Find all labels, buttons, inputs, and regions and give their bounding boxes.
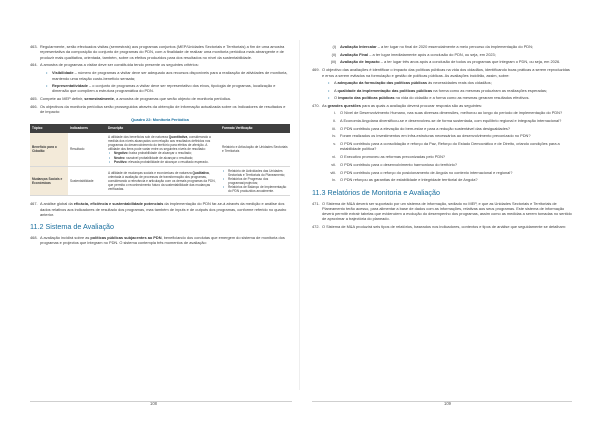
paragraph-number: 465. <box>30 95 38 101</box>
verification-list <box>222 169 288 194</box>
paragraph-464 <box>30 62 290 67</box>
list-item <box>312 110 572 115</box>
table-header: Indicadores <box>68 124 106 133</box>
verification-item: • Relatório de Actividades das Unidades Sectoriais e Territoriais do Planeamento; <box>228 169 288 177</box>
text-run: na forma como as mesmas produziram as realizações esperadas; <box>432 87 547 93</box>
text-run: para as quais a avaliação deverá procurar resposta são as seguintes: <box>360 102 483 108</box>
list-item <box>312 126 572 131</box>
paragraph-text: A amostra de programas a visitar deve ser constituída tendo presente os seguintes critérios: <box>40 62 199 68</box>
text-emphasis: impacto das políticas públicas <box>338 94 395 100</box>
key-questions-list <box>312 110 572 182</box>
criteria-text: – número de programas a visitar deve ser adequado aos recursos disponíveis para a realização de atividades de monitoria, mantendo uma relação custo-benefício sensata; <box>52 70 288 81</box>
list-marker: vii. <box>331 161 336 167</box>
page-number: 108 <box>150 401 157 406</box>
list-marker: (iii) <box>330 59 336 65</box>
list-marker: i. <box>334 110 336 116</box>
table-header: Descrição <box>106 124 220 133</box>
paragraph-number: 467. <box>30 201 38 207</box>
text-emphasis: semestralmente <box>84 95 114 101</box>
list-item <box>334 95 572 100</box>
list-item <box>312 170 572 175</box>
text-emphasis: políticas públicas subjacentes ao PDN <box>90 235 162 241</box>
table-row <box>30 133 290 166</box>
text-run: – a ter lugar três anos após a conclusão de todos os programas que integram o PDN, ou seja, em 2026. <box>379 59 561 65</box>
text-emphasis: Avaliação Intercalar <box>340 44 377 49</box>
list-item <box>334 80 572 85</box>
list-marker: iv. <box>332 133 336 139</box>
paragraph-text <box>40 201 290 217</box>
table-cell-verification <box>220 166 290 196</box>
criteria-item <box>52 70 290 81</box>
table-caption: Quadro 22: Monitoria Periódica <box>131 117 189 123</box>
text-emphasis: Qualitativa <box>192 170 209 175</box>
paragraph-text <box>40 96 290 101</box>
evaluation-moments-list <box>312 44 572 65</box>
table-cell-topic: Benefício para o Cidadão <box>30 133 68 166</box>
paragraph-number: 468. <box>30 235 38 241</box>
list-text: O PDN contribuiu para a elevação do bem-estar e para a redução sustentável das desigualdades? <box>340 125 510 131</box>
table-header: Tópico <box>30 124 68 133</box>
paragraph-471 <box>312 201 572 222</box>
text-run: , beneficiando dos condutas que emergem do sistema de monitoria dos programas e projectos que integram no PDN. O sistema contempla três momentos de avaliação: <box>40 235 285 246</box>
criteria-list <box>30 70 290 93</box>
list-item <box>312 59 572 64</box>
table-cell-topic: Mudanças Sociais e Económicas <box>30 166 68 196</box>
list-item <box>312 162 572 167</box>
list-text: A Economia Angolana diversificou-se e desenvolveu-se de forma sustentada, com equilíbrio regional e integração internacional? <box>340 118 562 124</box>
paragraph-text: O Sistema de M&A produzirá seis tipos de relatórios, baseados nos indicadores, contextos e tipos de análise que seguidamente se detalham: <box>322 224 566 230</box>
text-run: Compete ao MEP definir, <box>40 95 85 101</box>
text-run: – a ter lugar imediatamente após a conclusão do PDN, ou seja, em 2023; <box>368 51 496 57</box>
footer-rule <box>30 401 292 402</box>
list-item <box>312 44 572 49</box>
paragraph-468 <box>30 235 290 246</box>
list-text: O PDN contribuiu para o reforço do posicionamento de Angola no contexto internacional e regional? <box>340 169 513 175</box>
text-run: , a amostra de programas que serão objecto de monitoria periódica. <box>113 95 231 101</box>
level-text: razoável probabilidade de alcançar o resultado; <box>125 155 194 160</box>
footer-rule <box>312 401 572 402</box>
text-emphasis: Avaliação Final <box>340 51 369 57</box>
text-emphasis: Quantitativa <box>168 135 188 140</box>
criteria-text: – o conjunto de programas a visitar deve ser representativo dos eixos, tipologia de programas, localização e dimensão que compõem a estrutura programática do PDN. <box>52 82 276 94</box>
text-emphasis: grandes questões <box>327 102 361 108</box>
levels-list <box>108 151 218 163</box>
criteria-term: Visibilidade <box>52 70 74 76</box>
list-marker: ii. <box>333 118 336 124</box>
paragraph-number: 472. <box>312 224 320 230</box>
text-run: da implementação do PDN far-se-á através da medição e análise dos dados relativos aos indicadores de resultado dos programas, mas também de inputs e de outputs dos programas, conforme referido no quadro anterior. <box>40 201 287 217</box>
level-term: Positivo: <box>114 159 128 164</box>
text-run: A utilidade de mudanças sociais e económicas de natureza <box>108 170 192 175</box>
list-text <box>340 44 572 49</box>
text-run: , orientada à avaliação de processos de transformação dos programas, considerando a relevância e articulação com os demais programas da PDN, que permita o reconhecimento futuro da sustentabilidade das mudanças verificadas. <box>108 170 216 192</box>
verification-item: • Relatórios de Progresso dos programas/projectos; <box>228 177 288 185</box>
list-text <box>340 52 572 57</box>
table-row <box>30 166 290 196</box>
paragraph-text: Os objectivos da monitoria periódica serão prosseguidos através da obtenção de informação actualizada sobre os Indicadores de resultados e de impacto: <box>40 103 286 115</box>
text-emphasis: Avaliação de Impacto <box>340 59 380 65</box>
paragraph-text <box>322 103 572 108</box>
paragraph-text: O objectivo das avaliações é identificar o impacto das políticas públicas na vida dos cidadãos, identificando boas práticas a serem reproduzidas e erros a serem evitados na formulação e gestão de políticas públicas. As avaliações incidirão, assim, sobre: <box>322 67 570 78</box>
list-item <box>312 141 572 152</box>
list-marker: iii. <box>332 125 336 131</box>
level-term: Neutro: <box>114 155 126 160</box>
text-run: A utilidade dos benefícios sob de natureza <box>108 135 168 140</box>
text-run: A avaliação incidirá sobre as <box>40 235 91 241</box>
paragraph-number: 469. <box>312 67 320 73</box>
paragraph-number: 464. <box>30 62 38 68</box>
level-text: elevada probabilidade de alcançar o resultado esperado. <box>127 159 209 164</box>
text-run: A <box>334 80 338 86</box>
text-emphasis: qualidade da implementação das políticas públicas <box>337 87 433 93</box>
level-item <box>114 160 218 164</box>
paragraph-472 <box>312 224 572 229</box>
page-number: 109 <box>444 401 451 406</box>
text-run: A <box>334 87 338 93</box>
paragraph-text: Regularmente, serão efectuados visitas (semestrais) aos programas conjuntos (MEP/Unidades Sectoriais e Territoriais) a fim de uma amostra representativa da composição do conjunto de programas do PDN, com a finalidade de realizar uma monitoria periódica mais abrangente e de produzir mais qualitativa, orientada, também, sobre os efeitos produzidos para dos resultados no nível da sustentabilidade. <box>40 44 285 60</box>
table-header: Formato Verificação <box>220 124 290 133</box>
list-text: O PDN reforçou as garantias de estabilidade e integridade territorial de Angola? <box>340 177 478 183</box>
table-cell-verification: Relatório e Articulação de Unidades Sectoriais e Territoriais <box>220 133 290 166</box>
paragraph-466 <box>30 104 290 115</box>
monitoring-table <box>30 124 290 196</box>
list-item <box>334 88 572 93</box>
text-run: – a ter lugar no final de 2020 essencialmente a meio percurso da implementação do PDN; <box>376 44 533 49</box>
paragraph-467 <box>30 201 290 217</box>
list-item <box>312 177 572 182</box>
text-run: A análise global da <box>40 201 74 207</box>
list-marker: (i) <box>332 44 336 49</box>
evaluation-focus-list <box>312 80 572 99</box>
level-term: Negativo: <box>114 151 129 156</box>
verification-item: • Relatórios de Balanço de Implementação do PDN produzidos anualmente. <box>228 185 288 193</box>
list-item <box>312 154 572 159</box>
paragraph-465 <box>30 96 290 101</box>
right-page <box>300 0 600 424</box>
paragraph-text <box>40 235 290 246</box>
list-text: O Nível de Desenvolvimento Humano, nas suas diversas dimensões, melhorou ao longo do período de implementação do PDN? <box>340 110 563 116</box>
paragraph-number: 466. <box>30 103 38 109</box>
paragraph-text: O Sistema de M&A deverá ser suportado por um sistema de informação, sediado no MEP, e que as Unidades Sectoriais e Territoriais de Planeamento terão acesso, para alimentar a base de dados com as informações, relativas aos seus programas. Este sistema de informação deverá permitir extrair tabelas que evidenciem a evolução do desempenho dos programas, assim como as medidas a serem tomadas no sentido de aproximar a trajectória do planeado. <box>322 200 572 222</box>
list-marker: vi. <box>332 154 336 160</box>
table-cell-indicator: Resultado <box>68 133 106 166</box>
criteria-term: Representatividade <box>52 82 88 88</box>
text-run: O <box>334 94 339 100</box>
list-text: O PDN contribuiu para o desenvolvimento harmonioso do território? <box>340 161 457 167</box>
paragraph-number: 471. <box>312 200 320 206</box>
section-heading: 11.3 Relatórios de Monitoria e Avaliação <box>312 187 440 197</box>
list-marker: viii. <box>330 169 336 175</box>
table-cell-description <box>106 166 220 196</box>
text-run: na vida do cidadão e a forma como as mesmas geraram resultados efectivos. <box>394 94 530 100</box>
paragraph-number: 463. <box>30 44 38 49</box>
list-item <box>312 52 572 57</box>
list-text: O PDN contribuiu para a consolidação e reforço da Paz, Reforço do Estado Democrático e de Direito, criando condições para a estabilidade política? <box>340 141 560 152</box>
text-run: às necessidades reais dos cidadãos; <box>426 80 492 86</box>
paragraph-number: 470. <box>312 102 320 108</box>
list-item <box>312 133 572 138</box>
list-text <box>340 59 572 64</box>
paragraph-463 <box>30 44 290 60</box>
list-marker: v. <box>333 141 336 147</box>
text-run: , considerando a medida dos níveis alcançados com relação aos resultados definidos nos programas do desenvolvimento do território para efeitos de aferição. A utilidade dos itens pode variar entre os seguintes níveis de resultado: <box>108 135 211 152</box>
paragraph-470 <box>312 103 572 108</box>
text-emphasis: adequação da formulação das políticas públicas <box>337 80 427 86</box>
list-text: O Executivo promoveu as reformas preconizadas pelo PDN? <box>340 154 446 160</box>
level-text: baixa probabilidade de alcançar o resultado; <box>128 151 192 156</box>
list-marker: ix. <box>332 177 336 183</box>
list-text: Foram realizados os investimentos em infra-estruturas necessários ao desenvolvimento preconizado no PDN? <box>340 133 531 139</box>
table-cell-indicator: Sustentabilidade <box>68 166 106 196</box>
list-marker: (ii) <box>331 51 336 57</box>
table-header-row <box>30 124 290 133</box>
criteria-item <box>52 83 290 94</box>
list-item <box>312 118 572 123</box>
section-heading: 11.2 Sistema de Avaliação <box>30 222 115 232</box>
table-cell-description <box>106 133 220 166</box>
paragraph-469 <box>312 67 572 78</box>
text-run: As <box>322 102 328 108</box>
text-emphasis: eficácia, eficiência e sustentabilidade potenciais <box>73 201 164 207</box>
